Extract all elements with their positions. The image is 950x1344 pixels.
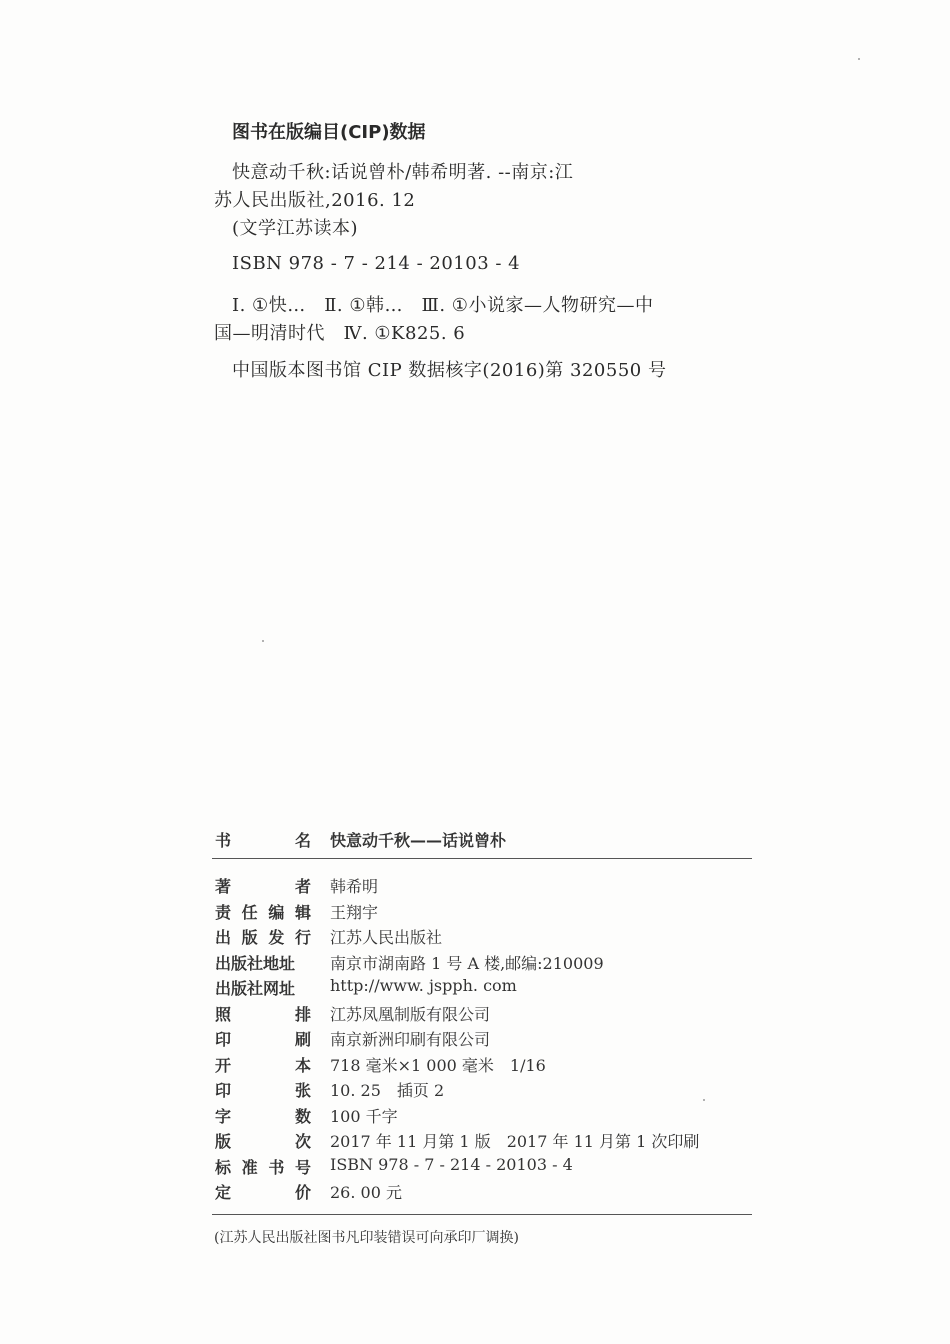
colophon-row <box>215 1027 755 1051</box>
field-value: http://www. jspph. com <box>330 976 517 995</box>
field-label: 著 者 <box>215 877 311 896</box>
scan-speck <box>262 640 264 642</box>
colophon-row <box>215 1053 755 1077</box>
field-value: 100 千字 <box>330 1106 398 1126</box>
colophon-row <box>215 900 755 924</box>
cip-title: 图书在版编目(CIP)数据 <box>232 122 426 143</box>
colophon-row <box>215 951 755 975</box>
field-label: 开 本 <box>215 1055 311 1075</box>
colophon-row <box>215 874 755 898</box>
field-label: 照 排 <box>215 1004 311 1024</box>
field-value: 南京新洲印刷有限公司 <box>330 1030 491 1049</box>
field-value: 韩希明 <box>330 877 379 896</box>
colophon-title-row <box>215 828 755 852</box>
field-value: 2017 年 11 月第 1 版 2017 年 11 月第 1 次印刷 <box>330 1132 700 1151</box>
field-label: 版 次 <box>215 1132 311 1151</box>
cip-subject-line2: 国—明清时代 Ⅳ. ①K825. 6 <box>214 323 466 344</box>
book-title: 快意动千秋——话说曾朴 <box>330 831 507 850</box>
field-value: 王翔宇 <box>330 902 379 922</box>
colophon-row <box>215 976 755 1000</box>
cip-record-line2: 苏人民出版社,2016. 12 <box>214 190 416 211</box>
field-value: 10. 25 插页 2 <box>330 1081 445 1100</box>
divider-bottom <box>212 1214 752 1215</box>
printing-error-note: (江苏人民出版社图书凡印装错误可向承印厂调换) <box>214 1230 519 1246</box>
field-value: 江苏人民出版社 <box>330 928 443 947</box>
divider-top <box>212 858 752 859</box>
colophon-row <box>215 925 755 949</box>
field-value: ISBN 978 - 7 - 214 - 20103 - 4 <box>330 1154 573 1174</box>
field-label: 出 版 发 行 <box>215 928 311 947</box>
field-value: 26. 00 元 <box>330 1183 402 1202</box>
cip-subject-line1: Ⅰ. ①快… Ⅱ. ①韩… Ⅲ. ①小说家—人物研究—中 <box>232 295 654 316</box>
field-label: 责 任 编 辑 <box>215 902 311 922</box>
colophon-row <box>215 1180 755 1204</box>
cip-record-line1: 快意动千秋:话说曾朴/韩希明著. --南京:江 <box>232 162 574 183</box>
field-value: 南京市湖南路 1 号 A 楼,邮编:210009 <box>330 953 604 973</box>
field-label: 标 准 书 号 <box>215 1157 311 1177</box>
scan-speck <box>858 58 860 60</box>
field-label: 字 数 <box>215 1106 311 1126</box>
colophon-row <box>215 1104 755 1128</box>
field-label: 印 刷 <box>215 1030 311 1049</box>
colophon-row <box>215 1078 755 1102</box>
field-value: 江苏凤凰制版有限公司 <box>330 1004 491 1024</box>
field-label: 出版社地址 <box>215 953 296 973</box>
field-label: 印 张 <box>215 1081 311 1100</box>
colophon-row <box>215 1002 755 1026</box>
field-label: 书 名 <box>215 831 311 850</box>
colophon-row <box>215 1155 755 1179</box>
cip-approval: 中国版本图书馆 CIP 数据核字(2016)第 320550 号 <box>232 360 667 381</box>
cip-isbn: ISBN 978 - 7 - 214 - 20103 - 4 <box>232 253 521 274</box>
cip-series: (文学江苏读本) <box>232 218 359 239</box>
colophon-row <box>215 1129 755 1153</box>
field-value: 718 毫米×1 000 毫米 1/16 <box>330 1055 546 1075</box>
field-label: 定 价 <box>215 1183 311 1202</box>
field-label: 出版社网址 <box>215 979 296 998</box>
